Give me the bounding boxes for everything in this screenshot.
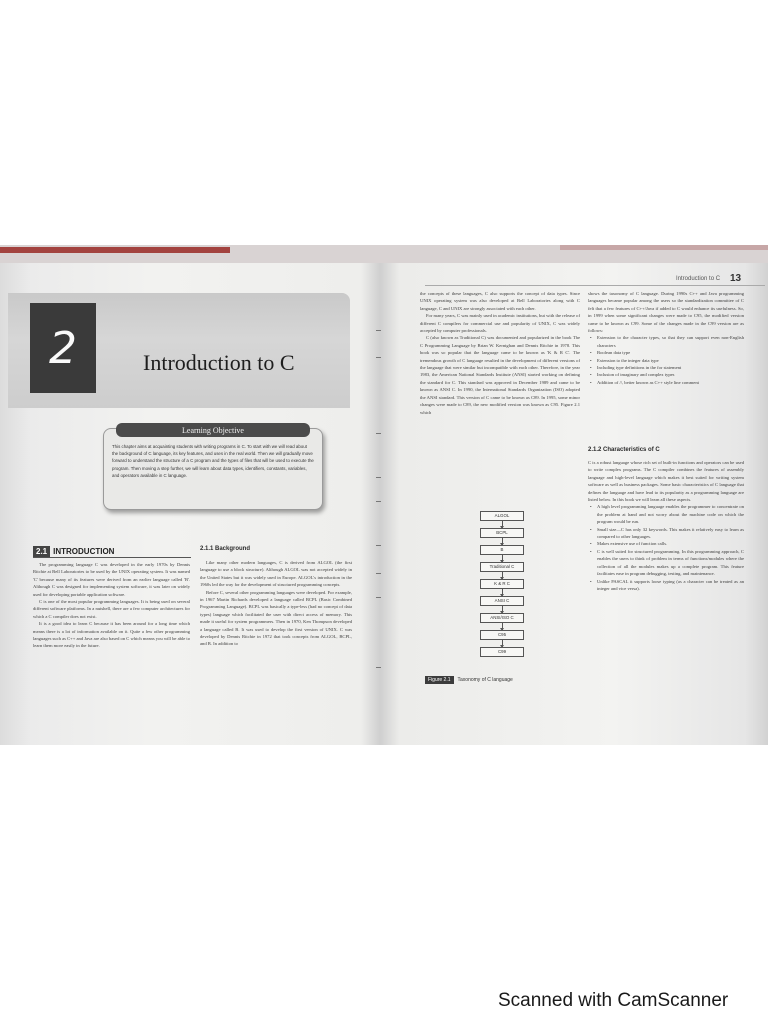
- red-edge-strip: [0, 247, 230, 253]
- right-column-1: [420, 290, 580, 416]
- list-item: • Boolean data type: [588, 349, 744, 356]
- header-rule: [425, 285, 765, 286]
- paragraph: C is a robust language whose rich set of built-in functions and operators can be used to write complex programs. The C compiler combines the features of assembly language and high-level language which makes it best suited for writing system software as well as business packages. Some basic characteristics of C language that defines the language and have lead to its popularity as a programming language are listed below. In this book we will learn all these aspects.: [588, 460, 744, 503]
- gutter-mark: [376, 330, 381, 331]
- down-arrow-icon: [502, 640, 503, 647]
- gutter-mark: [376, 667, 381, 668]
- page-top-edge: [0, 245, 768, 263]
- paragraph: C (also known as Traditional C) was documented and popularized in the book The C Programming Language by Brian W. Kernighan and Dennis Ritchie in 1978. This book was so popular that the language came to be known as 'K & R C'. The tremendous growth of C language resulted in the development of different versions of the language that were similar but incompatible with each other. Therefore, in the year 1983, the American National Standards Institute (ANSI) started working on defining the standard for C. This standard was approved in December 1989 and came to be known as ANSI C. In 1990, the International Standards Organization (ISO) adopted the ANSI standard. This version of C came to be known as C89. In 1995, some minor changes were made to C89, the new modified version was known as C95. Figure 2.1 which: [420, 335, 580, 415]
- figure-caption-text: Taxonomy of C language: [457, 677, 513, 683]
- figure-node: C99: [480, 647, 524, 657]
- paragraph: shows the taxonomy of C language. During 1990s C++ and Java programming languages became popular among the users so the standardization committee of C felt that a few features of C++/Java if added to C would enhance its usefulness. So, in 1999 when some significant changes were made to C95, the modified version came to be known as C99. Some of the changes made in the C99 version are as follows:: [588, 291, 744, 334]
- figure-node: B: [480, 545, 524, 555]
- paragraph: Like many other modern languages, C is derived from ALGOL (the first language to use a block structure). Although ALGOL was not accepted widely in the United States but it was widely used in Europe. ALGOL's introduction in the 1960s led the way for the development of structured programming concepts.: [200, 560, 352, 588]
- book-spread: [0, 245, 768, 745]
- paragraph: the concepts of these languages, C also supports the concept of data types. Since UNIX operating system was also developed at Bell Laboratories along with C language, C and UNIX are strongly associated with each other.: [420, 291, 580, 311]
- figure-node: C95: [480, 630, 524, 640]
- down-arrow-icon: [502, 555, 503, 562]
- gutter-mark: [376, 433, 381, 434]
- taxonomy-figure: [478, 511, 526, 657]
- intro-column: [33, 561, 190, 650]
- gutter-mark: [376, 545, 381, 546]
- paragraph: C is one of the most popular programming languages. It is being used on several different software platforms. In a nutshell, there are a few computer architectures for which a C compiler does not exist.: [33, 599, 190, 619]
- figure-node: ANSI C: [480, 596, 524, 606]
- down-arrow-icon: [502, 521, 503, 528]
- gutter-mark: [376, 597, 381, 598]
- gutter-mark: [376, 501, 381, 502]
- section-number: 2.1: [33, 546, 50, 557]
- page-number: 13: [730, 273, 742, 284]
- paragraph: It is a good idea to learn C because it has been around for a long time which means there is a lot of information available on it. Quite a few other programming languages such as C++ and Java are also based on C which means you will be able to learn them more easily in the future.: [33, 621, 190, 649]
- right-column-2: [588, 290, 744, 386]
- figure-caption: [425, 676, 513, 684]
- down-arrow-icon: [502, 606, 503, 613]
- figure-node: Traditional C: [480, 562, 524, 572]
- chapter-title: Introduction to C: [143, 350, 295, 375]
- list-item: • Extension to the character types, so that they can support even non-English characters: [588, 334, 744, 349]
- pink-edge-strip: [560, 245, 768, 250]
- running-head: Introduction to C: [676, 276, 721, 282]
- down-arrow-icon: [502, 572, 503, 579]
- characteristics-list: [588, 503, 744, 592]
- learning-objective-text: This chapter aims at acquainting students with writing programs in C. To start with we will read about the background of C language, its key features, and uses in the real world. Then we will gradually move forward to understand the structure of a C program and the types of files that will be used to execute the program. Then moving a step further, we will learn about data types, identifiers, constants, variables, and operators available in C language.: [112, 444, 314, 478]
- c99-changes-list: [588, 334, 744, 386]
- list-item: • Small size—C has only 32 keywords. This makes it relatively easy to learn as compared to other languages.: [588, 526, 744, 541]
- chapter-number: 2: [30, 303, 96, 393]
- figure-label: Figure 2.1: [425, 676, 454, 684]
- scanner-watermark: Scanned with CamScanner: [498, 990, 729, 1011]
- figure-node: BCPL: [480, 528, 524, 538]
- learning-objective-box: [103, 425, 323, 510]
- down-arrow-icon: [502, 589, 503, 596]
- figure-node: ALGOL: [480, 511, 524, 521]
- list-item: • C is well suited for structured programming. In this programming approach, C enables the users to think of problem in terms of functions/modules where the collection of all the modules makes up a complete program. This feature facilitates ease in program debugging, testing, and maintenance.: [588, 548, 744, 578]
- list-item: • Addition of //, better known as C++ style line comment: [588, 379, 744, 386]
- list-item: • A high level programming language enables the programmer to concentrate on the problem at hand and not worry about the machine code on which the program would be run.: [588, 503, 744, 525]
- list-item: • Extension to the integer data type: [588, 357, 744, 364]
- subsection-heading-background: 2.1.1 Background: [200, 546, 251, 552]
- paragraph: The programming language C was developed in the early 1970s by Dennis Ritchie at Bell Laboratories to be used by the UNIX operating system. It was named 'C' because many of its features were derived from an earlier language called 'B'. Although C was designed for implementing system software, it was later on widely used for developing portable application software.: [33, 562, 190, 597]
- figure-node: K & R C: [480, 579, 524, 589]
- list-item: • Including type definitions in the for statement: [588, 364, 744, 371]
- list-item: • Inclusion of imaginary and complex types: [588, 371, 744, 378]
- paragraph: For many years, C was mainly used in academic institutions, but with the release of different C compilers for commercial use and popularity of UNIX, C was widely accepted by computer professionals.: [420, 313, 580, 334]
- section-rule: [33, 557, 191, 558]
- list-item: • Makes extensive use of function calls.: [588, 540, 744, 547]
- section-title: INTRODUCTION: [53, 547, 115, 556]
- learning-objective-heading: Learning Objective: [116, 423, 310, 437]
- list-item: • Unlike PASCAL it supports loose typing (as a character can be treated as an integer and vice versa).: [588, 578, 744, 593]
- background-column: [200, 559, 352, 648]
- down-arrow-icon: [502, 538, 503, 545]
- paragraph: Before C, several other programming languages were developed. For example, in 1967 Martin Richards developed a language called BCPL (Basic Combined Programming Language). BCPL was basically a type-less (had no concept of data types) language which facilitated the user with direct access of memory. This made it useful for system programmers. Then in 1970, Ken Thompson developed a language called B. It was used to develop the first version of UNIX. C was developed by Dennis Ritchie in 1972 that took concepts from ALGOL, BCPL, and B. In addition to: [200, 589, 352, 647]
- section-heading: [33, 546, 114, 557]
- down-arrow-icon: [502, 623, 503, 630]
- gutter-mark: [376, 477, 381, 478]
- characteristics-column: [588, 459, 744, 592]
- gutter-mark: [376, 357, 381, 358]
- gutter-mark: [376, 573, 381, 574]
- figure-node: ANSI/ISO C: [480, 613, 524, 623]
- subsection-heading-characteristics: 2.1.2 Characteristics of C: [588, 447, 660, 453]
